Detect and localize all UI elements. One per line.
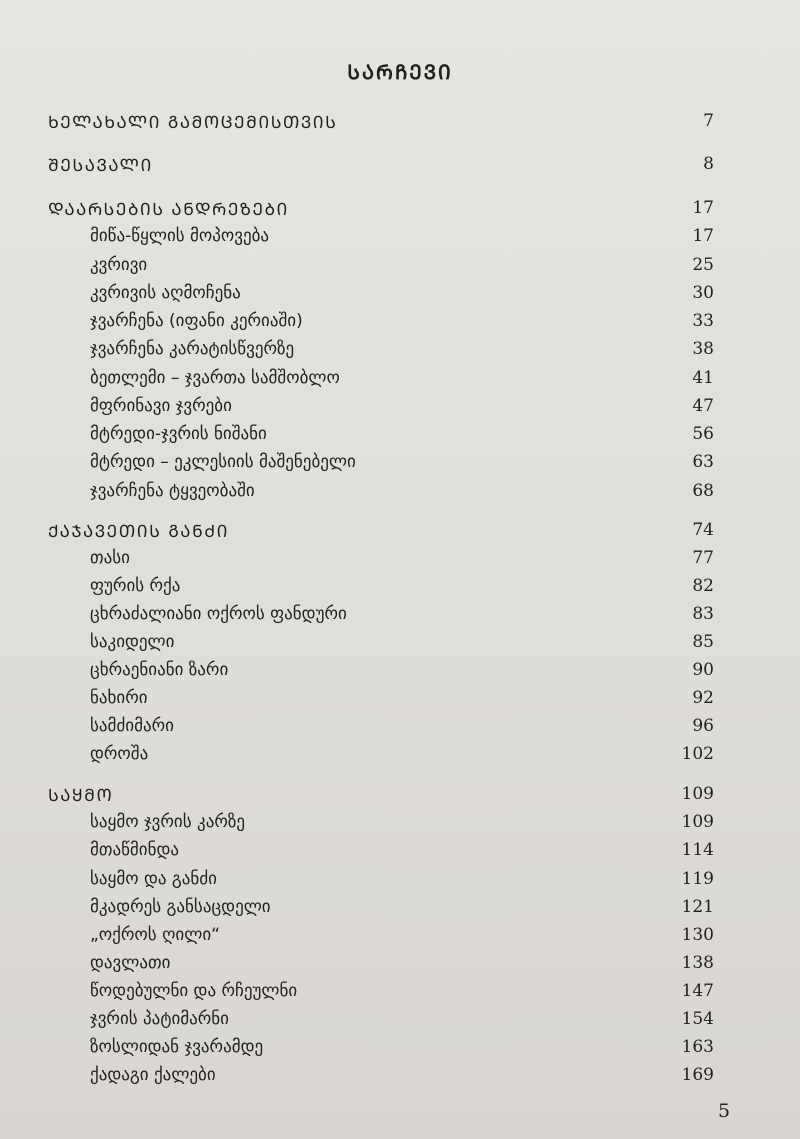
toc-entry-title: ქადაგი ქალები [90, 1065, 216, 1085]
toc-page-number: 119 [681, 869, 714, 889]
toc-entry-title: თასი [90, 548, 130, 568]
toc-page-number: 74 [692, 520, 714, 540]
toc-item [90, 657, 714, 683]
toc-page-number: 130 [681, 925, 714, 945]
toc-item [90, 1006, 714, 1032]
toc-item [90, 223, 714, 249]
toc-page-number: 41 [692, 368, 714, 388]
toc-page-number: 154 [681, 1009, 714, 1029]
toc-page-number: 33 [692, 311, 714, 331]
toc-page-number: 25 [692, 255, 714, 275]
toc-entry-title: მკადრეს განსაცდელი [90, 897, 271, 917]
toc-entry-title: ჯვრის პატიმარნი [90, 1009, 229, 1029]
toc-item [90, 629, 714, 655]
toc-page-number: 90 [692, 660, 714, 680]
toc-entry-title: დავლათი [90, 953, 171, 973]
toc-entry-title: ᲨᲔᲡᲐᲕᲐᲚᲘ [48, 155, 153, 176]
toc-entry-title: საყმო ჯვრის კარზე [90, 812, 245, 832]
toc-section [48, 195, 714, 221]
toc-item [90, 573, 714, 599]
toc-section [48, 151, 714, 177]
toc-entry-title: ჯვარჩენა ტყვეობაში [90, 481, 255, 501]
toc-item [90, 252, 714, 278]
toc-page-number: 77 [692, 548, 714, 568]
toc-item [90, 741, 714, 767]
page-title: ᲡᲐᲠᲩᲔᲕᲘ [347, 60, 453, 84]
toc-page-number: 47 [692, 396, 714, 416]
toc-page-number: 56 [692, 424, 714, 444]
toc-page-number: 17 [692, 226, 714, 246]
toc-entry-title: კვრივის აღმოჩენა [90, 283, 241, 303]
toc-page-number: 96 [692, 716, 714, 736]
toc-item [90, 478, 714, 504]
toc-item [90, 978, 714, 1004]
toc-item [90, 308, 714, 334]
toc-entry-title: წოდებულნი და რჩეულნი [90, 981, 298, 1001]
toc-item [90, 837, 714, 863]
toc-item [90, 950, 714, 976]
toc-page-number: 63 [692, 452, 714, 472]
toc-entry-title: მტრედი-ჯვრის ნიშანი [90, 424, 267, 444]
toc-page-number: 102 [681, 744, 714, 764]
toc-entry-title: ჯვარჩენა კარატისწვერზე [90, 339, 295, 359]
toc-item [90, 601, 714, 627]
toc-item [90, 421, 714, 447]
toc-entry-title: ზოსლიდან ჯვარამდე [90, 1037, 264, 1057]
toc-entry-title: მტრედი – ეკლესიის მაშენებელი [90, 452, 356, 472]
toc-page-number: 85 [692, 632, 714, 652]
toc-item [90, 545, 714, 571]
toc-item [90, 809, 714, 835]
toc-entry-title: ᲮᲔᲚᲐᲮᲐᲚᲘ ᲒᲐᲛᲝᲪᲔᲛᲘᲡᲗᲕᲘᲡ [48, 112, 338, 133]
toc-entry-title: სამძიმარი [90, 716, 174, 736]
toc-item [90, 1062, 714, 1088]
toc-entry-title: ᲡᲐᲧᲛᲝ [48, 785, 114, 806]
toc-page-number: 8 [703, 154, 714, 174]
toc-page-number: 138 [681, 953, 714, 973]
toc-entry-title: ᲥᲐᲯᲐᲕᲔᲗᲘᲡ ᲒᲐᲜᲫᲘ [48, 521, 229, 542]
toc-entry-title: მთაწმინდა [90, 840, 180, 860]
toc-page-number: 30 [692, 283, 714, 303]
toc-item [90, 449, 714, 475]
toc-entry-title: დროშა [90, 744, 149, 764]
toc-item [90, 866, 714, 892]
toc-entry-title: ჯვარჩენა (იფანი კერიაში) [90, 311, 303, 331]
toc-item [90, 365, 714, 391]
toc-section [48, 781, 714, 807]
toc-entry-title: „ოქროს ღილი“ [90, 925, 220, 945]
toc-item [90, 922, 714, 948]
toc-page-number: 109 [681, 812, 714, 832]
toc-page-number: 17 [692, 198, 714, 218]
toc-page-number: 92 [692, 688, 714, 708]
page-number: 5 [718, 1100, 731, 1122]
toc-entry-title: საყმო და განძი [90, 869, 217, 889]
toc-section [48, 517, 714, 543]
toc-entry-title: ᲓᲐᲐᲠᲡᲔᲑᲘᲡ ᲐᲜᲓᲠᲔᲖᲔᲑᲘ [48, 199, 289, 220]
toc-entry-title: საკიდელი [90, 632, 175, 652]
toc-page-number: 114 [681, 840, 714, 860]
toc-page-number: 163 [681, 1037, 714, 1057]
toc-page-number: 38 [692, 339, 714, 359]
toc-item [90, 713, 714, 739]
toc-item [90, 393, 714, 419]
toc-page-number: 83 [692, 604, 714, 624]
toc-item [90, 336, 714, 362]
toc-item [90, 894, 714, 920]
toc-item [90, 280, 714, 306]
toc-entry-title: კვრივი [90, 255, 148, 275]
toc-page-number: 109 [681, 784, 714, 804]
toc-entry-title: ბეთლემი – ჯვართა სამშობლო [90, 368, 340, 388]
toc-entry-title: მფრინავი ჯვრები [90, 396, 232, 416]
toc-page-number: 169 [681, 1065, 714, 1085]
toc-entry-title: ფურის რქა [90, 576, 181, 596]
toc-entry-title: მიწა-წყლის მოპოვება [90, 226, 270, 246]
toc-item [90, 1034, 714, 1060]
toc-page-number: 121 [681, 897, 714, 917]
toc-entry-title: ცხრაძალიანი ოქროს ფანდური [90, 604, 347, 624]
toc-page-number: 147 [681, 981, 714, 1001]
toc-entry-title: ცხრაენიანი ზარი [90, 660, 229, 680]
toc-page-number: 82 [692, 576, 714, 596]
toc-page-number: 7 [703, 111, 714, 131]
toc-entry-title: ნახირი [90, 688, 148, 708]
toc-page-number: 68 [692, 481, 714, 501]
toc-section [48, 108, 714, 134]
toc-item [90, 685, 714, 711]
